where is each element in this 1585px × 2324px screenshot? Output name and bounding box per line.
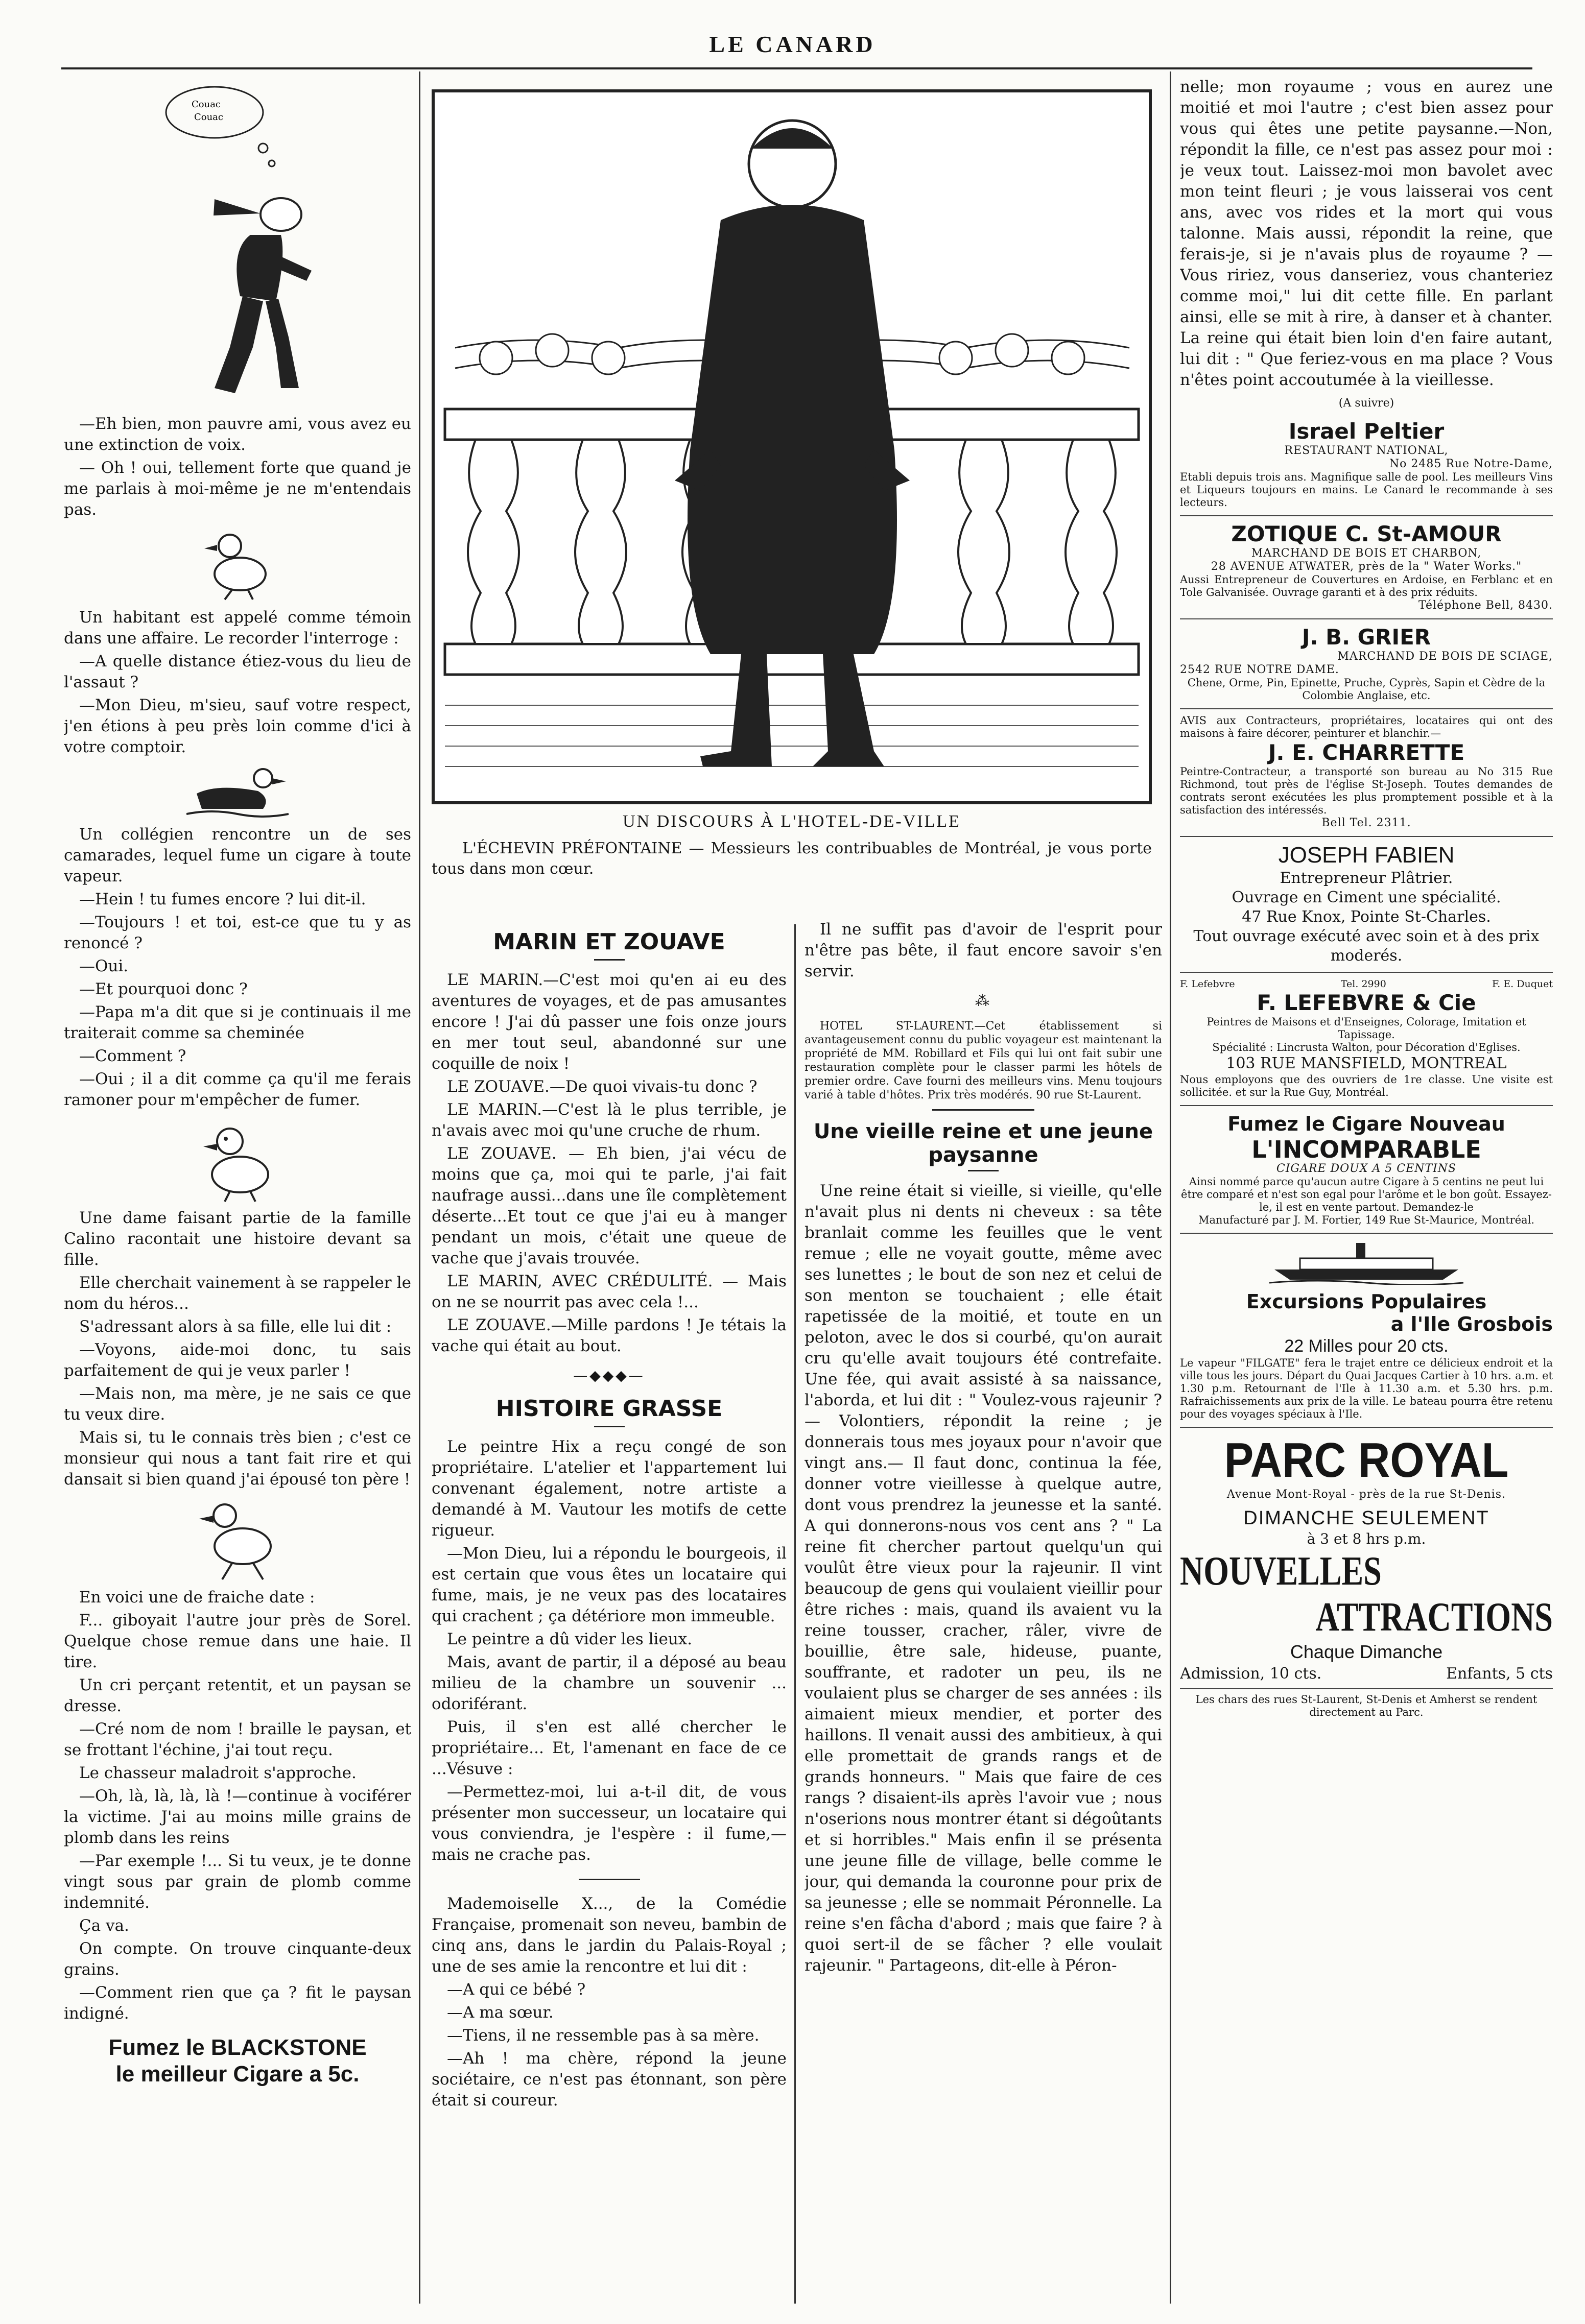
ad-line: Fumez le Cigare Nouveau — [1227, 1113, 1505, 1135]
text-line: —Comment rien que ça ? fit le paysan indigné. — [64, 1983, 411, 2023]
text-line: Le peintre a dû vider les lieux. — [447, 1630, 693, 1648]
ad-subtitle: MARCHAND DE BOIS ET CHARBON, — [1251, 547, 1482, 560]
text-line: En voici une de fraiche date : — [79, 1588, 315, 1607]
asterism: ⁂ — [975, 992, 991, 1009]
top-rule — [61, 67, 1532, 69]
text-line: —Voyons, aide-moi donc, tu sais parfaitement de qui je veux parler ! — [64, 1340, 411, 1380]
ad-maker: Manufacturé par J. M. Fortier, 149 Rue St-Maurice, Montréal. — [1198, 1214, 1535, 1226]
ad-phone: Téléphone Bell, 8430. — [1418, 599, 1553, 612]
ad-address: 2542 RUE NOTRE DAME. — [1180, 663, 1339, 676]
blackstone-ad-line: le meilleur Cigare a 5c. — [115, 2062, 360, 2087]
cartoon-caption: UN DISCOURS À L'HOTEL-DE-VILLE — [623, 812, 961, 831]
fabien-ad — [1180, 837, 1553, 973]
duck-icon — [202, 525, 273, 602]
text-line: nelle; mon royaume ; vous en aurez une moitié et moi l'autre ; c'est bien assez pour vous qui êtes une petite paysanne.—Non, répondit la fille, ce n'est pas assez pour moi : je veux tout. Laissez-moi mon bavolet avec mon teint fleuri ; je vous laisserai vos cent ans, avec vos rides et la mort qui vous talonne. Mais aussi, répondit la reine, que ferais-je, si je n'avais plus de royaume ? — Vous ririez, vous danseriez, vous chanteriez comme moi," lui dit cette fille. En parlant ainsi, elle se mit à rire, à danser et à chanter. La reine qui était bien loin d'en faire autant, lui dit : " Que feriez-vous en ma place ? Vous n'êtes point accoutumée à la vieillesse. — [1180, 78, 1553, 389]
ad-title: Excursions Populaires — [1246, 1290, 1487, 1313]
cartoon-text: L'ÉCHEVIN PRÉFONTAINE — Messieurs les contribuables de Montréal, je vous porte tous dans mon cœur. — [432, 840, 1152, 878]
text-line: —Oui ; il a dit comme ça qu'il me ferais ramoner pour m'empêcher de fumer. — [64, 1070, 411, 1109]
ad-price: Admission, 10 cts. — [1180, 1665, 1322, 1683]
text-line: On compte. On trouve cinquante-deux grains. — [64, 1939, 411, 1979]
text-line: —Par exemple !... Si tu veux, je te donne vingt sous par grain de plomb comme indemnité. — [64, 1852, 411, 1912]
text-line: —Eh bien, mon pauvre ami, vous avez eu une extinction de voix. — [64, 415, 411, 454]
text-line: —A quelle distance étiez-vous du lieu de l'assaut ? — [64, 652, 411, 691]
ad-name: J. B. GRIER — [1302, 625, 1431, 650]
text-line: Une reine était si vieille, si vieille, qu'elle n'avait plus ni dents ni cheveux : sa tête branlait comme les feuilles que le vent remue ; elle ne voyait goutte, même avec ses lunettes ; le bout de son nez et celui de son menton se touchaient ; elle était rapetissée de la moitié, et toute en un peloton, avec le dos si courbé, qu'on aurait cru qu'elle avait toujours été contrefaite. Une fée, qui avait assisté à sa naissance, l'aborda, et lui dit : " Voulez-vous rajeunir ?— Volontiers, répondit la reine ; je donnerais tous mes joyaux pour n'avoir que vingt ans.— Il faut donc, continua la fée, donner votre vieillesse à quelque autre, dont vous prendrez la jeunesse et la santé. A qui donnerons-nous vos cent ans ? " La reine fit chercher partout quelqu'un qui voulût être vieux pour la rajeunir. Il vint beaucoup de gens qui voulaient vieillir pour être riches : mais, quand ils avaient vu la reine tousser, cracher, râler, vivre de bouillie, être sale, hideuse, puante, souffrante, et radoter un peu, ils ne voulaient plus se charger de ses années : ils aimaient mieux mendier, et porter des haillons. Il venait aussi des ambitieux, à qui elle promettait de grands rangs et de grands honneurs. " Mais que faire de ces rangs ? disaient-ils après l'avoir vue ; nous n'oserions nous montrer étant si dégoûtants et si horribles." Mais enfin il se présenta une jeune fille de village, belle comme le jour, qui demanda la couronne pour prix de sa jeunesse ; elle se nommait Péronnelle. La reine s'en fâcha d'abord ; mais que faire ? à quoi sert-il de se fâcher ? elle voulait rajeunir. " Partageons, dit-elle à Péron- — [805, 1182, 1162, 1975]
svg-text:Couac: Couac — [192, 99, 221, 110]
text-line: —Oui. — [79, 957, 129, 975]
text-line: LE MARIN, AVEC CRÉDULITÉ. — Mais on ne se nourrit pas avec cela !... — [432, 1272, 787, 1311]
column-rule — [1170, 71, 1171, 2304]
cartoon-frame — [432, 89, 1152, 804]
ad-footer: Les chars des rues St-Laurent, St-Denis et Amherst se rendent directement au Parc. — [1180, 1688, 1553, 1719]
ad-line: NOUVELLES — [1180, 1549, 1382, 1594]
ad-body: Chene, Orme, Pin, Epinette, Pruche, Cyprès, Sapin et Cèdre de la Colombie Anglaise, etc. — [1187, 677, 1546, 702]
ad-address: 103 RUE MANSFIELD, MONTREAL — [1226, 1055, 1507, 1072]
text-line: —Et pourquoi donc ? — [79, 980, 248, 998]
ad-body: Le vapeur "FILGATE" fera le trajet entre ce délicieux endroit et la ville tous les jours. Départ du Quai Jacques Cartier à 10 hrs. a.m. et 1.30 p.m. Retournant de l'Ile à 11.30 a.m. et 5.30 hrs. p.m. Rafraichissements aux prix de la ville. Le bateau pourra être retenu pour des voyages spéciaux à l'Ile. — [1180, 1357, 1553, 1420]
ad-name: J. E. CHARRETTE — [1268, 740, 1465, 765]
text-line: —Papa m'a dit que si je continuais il me traiterait comme sa cheminée — [64, 1003, 411, 1042]
text-line: —Oh, là, là, là, là !—continue à vociférer la victime. J'ai au moins mille grains de plomb dans les reins — [64, 1787, 411, 1847]
text-line: —Permettez-moi, lui a-t-il dit, de vous présenter mon successeur, un locataire qui vous conviendra, je l'espère : il fume,— mais ne crache pas. — [432, 1783, 787, 1864]
swimming-duck-icon — [186, 763, 289, 819]
ad-topline — [1180, 978, 1553, 990]
text-line: —Cré nom de nom ! braille le paysan, et se frottant l'échine, j'ai tout reçu. — [64, 1720, 411, 1759]
divider — [594, 959, 625, 961]
ad-body: Peintre-Contracteur, a transporté son bureau au No 315 Rue Richmond, tout près de l'église St-Joseph. Toutes demandes de contrats seront exécutées les plus promptement possible et à la satisfaction des intéressés. — [1180, 765, 1553, 816]
ad-specialty: Spécialité : Lincrusta Walton, pour Décoration d'Eglises. — [1212, 1041, 1521, 1053]
ad-name: L'INCOMPARABLE — [1251, 1136, 1481, 1163]
text-line: LE ZOUAVE.—Mille pardons ! Je tétais la vache qui était au bout. — [432, 1316, 787, 1355]
ad-subtitle: RESTAURANT NATIONAL, — [1284, 444, 1449, 457]
text-line: Mais, avant de partir, il a déposé au beau milieu de la chambre un souvenir ... odoriférant. — [432, 1653, 787, 1713]
ad-body: Ainsi nommé parce qu'aucun autre Cigare à 5 centins ne peut lui être comparé et n'est son egal pour l'arôme et le bon goût. Essayez-le, il est en vente partout. Demandez-le — [1181, 1176, 1552, 1213]
text-line: LE ZOUAVE. — Eh bien, j'ai vécu de moins que ça, moi qui te parle, j'ai fait naufrage aussi...dans une île complètement déserte...Et tout ce que j'ai eu à manger pendant un mois, c'était une queue de vache que j'avais trouvée. — [432, 1144, 787, 1267]
divider — [579, 1879, 640, 1880]
column-rule — [794, 924, 796, 2304]
ad-phone: Tel. 2990 — [1340, 978, 1386, 990]
text-line: — Oh ! oui, tellement forte que quand je me parlais à moi-même je ne m'entendais pas. — [64, 459, 411, 519]
ad-phone: Bell Tel. 2311. — [1321, 817, 1411, 829]
to-be-continued: (A suivre) — [1338, 397, 1394, 410]
section-title: Une vieille reine et une jeune paysanne — [813, 1120, 1153, 1167]
excursion-ad — [1180, 1234, 1553, 1428]
ad-address: No 2485 Rue Notre-Dame, — [1389, 458, 1553, 470]
ad-admission — [1180, 1664, 1553, 1684]
text-line: LE ZOUAVE.—De quoi vivais-tu donc ? — [447, 1077, 758, 1096]
text-line: Mais si, tu le connais très bien ; c'est ce monsieur qui nous a tant fait rire et qui dansait si bien quand j'ai épousé ton père ! — [64, 1428, 411, 1489]
text-line: —A qui ce bébé ? — [447, 1980, 586, 1999]
walking-duck-icon — [194, 1495, 281, 1582]
grier-ad — [1180, 619, 1553, 709]
charrette-ad — [1180, 709, 1553, 837]
parc-royal-ad — [1180, 1428, 1553, 1725]
text-line: Mademoiselle X..., de la Comédie Française, promenait son neveu, bambin de cinq ans, dans le jardin du Palais-Royal ; une de ses amie la rencontre et lui dit : — [432, 1895, 787, 1976]
column-1 — [64, 77, 411, 2303]
text-line: —Toujours ! et toi, est-ce que tu y as renoncé ? — [64, 913, 411, 952]
masthead: LE CANARD — [709, 31, 876, 57]
text-line: S'adressant alors à sa fille, elle lui dit : — [79, 1317, 392, 1336]
column-2 — [432, 919, 787, 2303]
text-line: Le peintre Hix a reçu congé de son propriétaire. L'atelier et l'appartement lui convenant également, notre artiste a demandé à M. Vautour les motifs de cette rigueur. — [432, 1437, 787, 1540]
ad-name: ZOTIQUE C. St-AMOUR — [1231, 521, 1502, 546]
text-line: Une dame faisant partie de la famille Calino racontait une histoire devant sa fille. — [64, 1209, 411, 1269]
text-line: Puis, il s'en est allé chercher le propriétaire... Et, l'amenant en face de ce ...Vésuve : — [432, 1718, 787, 1778]
ad-subtitle: MARCHAND DE BOIS DE SCIAGE, — [1337, 650, 1553, 663]
peltier-ad — [1180, 414, 1553, 516]
text-line: LE MARIN.—C'est là le plus terrible, je n'avais avec moi qu'une cruche de rhum. — [432, 1100, 787, 1140]
ad-address: 28 AVENUE ATWATER, près de la " Water Works." — [1211, 560, 1522, 573]
ad-contact: F. E. Duquet — [1492, 978, 1553, 990]
column-4 — [1180, 77, 1553, 2303]
ad-body: Aussi Entrepreneur de Couvertures en Ardoise, en Ferblanc et en Tole Galvanisée. Ouvrage garanti et à des prix réduits. — [1180, 573, 1553, 598]
divider — [594, 1426, 625, 1427]
ad-address: 47 Rue Knox, Pointe St-Charles. — [1242, 908, 1491, 926]
hotel-notice: HOTEL ST-LAURENT.—Cet établissement si avantageusement connu du public voyageur est maintenant la propriété de MM. Robillard et Fils qui lui ont fait subir une restauration complète pour le classer parmi les hôtels de premier ordre. Cave fourni des meilleurs vins. Menu toujours varié à table d'hôtes. Prix très modérés. 90 rue St-Laurent. — [805, 1020, 1162, 1101]
text-line: Le chasseur maladroit s'approche. — [79, 1764, 357, 1782]
ad-subtitle: Avenue Mont-Royal - près de la rue St-Denis. — [1226, 1488, 1506, 1501]
svg-text:Couac: Couac — [194, 112, 224, 123]
text-line: —A ma sœur. — [447, 2003, 554, 2022]
ad-subtitle: CIGARE DOUX A 5 CENTINS — [1276, 1162, 1457, 1175]
section-title: MARIN ET ZOUAVE — [493, 929, 725, 955]
cartoon-caption-block — [432, 812, 1152, 879]
ad-price: 22 Milles pour 20 cts. — [1284, 1336, 1449, 1356]
ad-price: Enfants, 5 cts — [1446, 1665, 1553, 1683]
blackstone-ad-line: Fumez le BLACKSTONE — [108, 2035, 367, 2060]
duck-icon — [199, 1116, 276, 1203]
zotique-ad — [1180, 516, 1553, 619]
column-rule — [419, 71, 420, 2304]
text-line: —Mon Dieu, lui a répondu le bourgeois, il est certain que vous êtes un locataire qui fume, mais, je ne veux pas des locataires qui crachent ; ça détériore mon immeuble. — [432, 1544, 787, 1625]
ad-body: Nous employons que des ouvriers de 1re classe. Une visite est sollicitée. et sur la Rue Guy, Montréal. — [1180, 1073, 1553, 1098]
text-line: Ça va. — [79, 1916, 129, 1935]
trumpeter-duck-illustration — [153, 82, 322, 409]
ad-line: Ouvrage en Ciment une spécialité. — [1232, 889, 1501, 906]
text-line: —Mon Dieu, m'sieu, sauf votre respect, j'en étions à peu près loin comme d'ici à votre comptoir. — [64, 696, 411, 756]
divider — [968, 1170, 999, 1171]
blackstone-ad — [64, 2034, 411, 2088]
ad-line: DIMANCHE SEULEMENT — [1243, 1507, 1489, 1529]
text-line: —Hein ! tu fumes encore ? lui dit-il. — [79, 890, 366, 908]
ad-line: à 3 et 8 hrs p.m. — [1307, 1530, 1426, 1547]
ad-subtitle: Entrepreneur Plâtrier. — [1280, 869, 1453, 887]
text-line: F... giboyait l'autre jour près de Sorel. Quelque chose remue dans une haie. Il tire. — [64, 1611, 411, 1671]
ad-intro: AVIS aux Contracteurs, propriétaires, locataires qui ont des maisons à faire décorer, peinturer et blanchir.— — [1180, 714, 1553, 739]
ad-contact: F. Lefebvre — [1180, 978, 1235, 990]
steamboat-icon — [1269, 1239, 1463, 1285]
text-line: —Ah ! ma chère, répond la jeune sociétaire, ce n'est pas étonnant, son père était si coureur. — [432, 2049, 787, 2110]
ad-line: Tout ouvrage exécuté avec soin et à des prix moderés. — [1193, 927, 1540, 965]
text-line: Un cri perçant retentit, et un paysan se dresse. — [64, 1676, 411, 1715]
text-line: Il ne suffit pas d'avoir de l'esprit pour n'être pas bête, il faut encore savoir s'en servir. — [805, 920, 1162, 980]
column-3 — [805, 919, 1162, 2303]
ad-line: Chaque Dimanche — [1290, 1641, 1443, 1662]
ad-name: Israel Peltier — [1288, 419, 1445, 444]
ad-name: F. LEFEBVRE & Cie — [1257, 990, 1476, 1015]
ad-line: ATTRACTIONS — [1315, 1595, 1553, 1640]
ad-body: Etabli depuis trois ans. Magnifique salle de pool. Les meilleurs Vins et Liqueurs toujours en mains. Le Canard le recommande à ses lecteurs. — [1180, 471, 1553, 509]
cartoon-illustration — [435, 92, 1149, 801]
lefebvre-ad — [1180, 973, 1553, 1106]
text-line: Un habitant est appelé comme témoin dans une affaire. Le recorder l'interroge : — [64, 608, 411, 648]
ornament-divider: —◆◆◆— — [573, 1367, 645, 1384]
text-line: —Mais non, ma mère, je ne sais ce que tu veux dire. — [64, 1384, 411, 1424]
cigar-ad — [1180, 1106, 1553, 1234]
divider — [932, 1109, 1034, 1111]
text-line: Un collégien rencontre un de ses camarades, lequel fume un cigare à toute vapeur. — [64, 825, 411, 885]
ad-name: JOSEPH FABIEN — [1278, 843, 1455, 868]
text-line: Elle cherchait vainement à se rappeler le nom du héros... — [64, 1274, 411, 1313]
ad-name: PARC ROYAL — [1224, 1433, 1509, 1488]
ad-subtitle: Peintres de Maisons et d'Enseignes, Colorage, Imitation et Tapissage. — [1207, 1016, 1526, 1041]
ad-title: a l'Ile Grosbois — [1390, 1313, 1553, 1335]
section-title: HISTOIRE GRASSE — [495, 1396, 723, 1422]
text-line: —Comment ? — [79, 1047, 186, 1065]
text-line: —Tiens, il ne ressemble pas à sa mère. — [447, 2026, 760, 2045]
text-line: LE MARIN.—C'est moi qu'en ai eu des aventures de voyages, et de pas amusantes encore ! J'ai dû passer une fois onze jours en mer tout seul, abandonné sur une coquille de noix ! — [432, 971, 787, 1073]
